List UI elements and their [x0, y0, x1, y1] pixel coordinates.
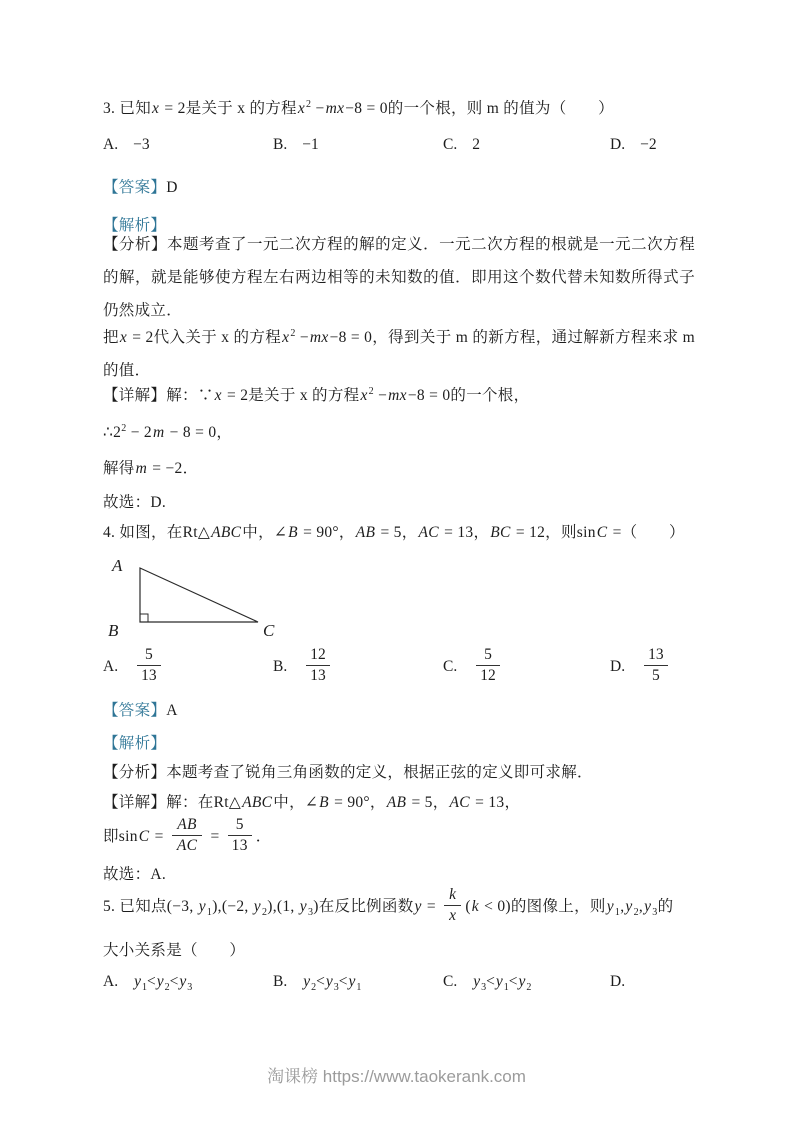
- option-value: −1: [302, 136, 319, 153]
- question-5-options: [103, 973, 695, 1015]
- question-3-method: 把x = 2代入关于 x 的方程$x^2 -mx-8 = 0$，得到关于 m 的新方程，通过解新方程来求 m 的值．: [103, 327, 696, 379]
- question-3-conclusion: 故选：D.: [103, 494, 167, 511]
- option-label: C.: [443, 973, 458, 990]
- question-4-solution-1: 【详解】解：在Rt△ABC中，∠B = 90°，AB = 5，AC = 13，: [103, 794, 521, 811]
- question-4-analysis: 【分析】本题考查了锐角三角函数的定义，根据正弦的定义即可求解．: [103, 764, 593, 781]
- section-tag: 【解析】: [103, 217, 167, 234]
- question-3-options-d: [610, 136, 657, 154]
- question-3-options: [103, 136, 695, 178]
- fraction: $\frac{5}{13}$: [228, 816, 252, 855]
- option-value: 2: [472, 136, 480, 153]
- question-4-answer: 【答案】A: [103, 702, 178, 719]
- option-label: A.: [103, 973, 119, 990]
- vertex-label-a: A: [112, 556, 123, 575]
- fraction: $\frac{5}{13}$: [137, 646, 161, 685]
- option-label: D.: [610, 136, 626, 153]
- footer-watermark: 淘课榜 https://www.taokerank.com: [267, 1067, 526, 1086]
- question-4-jiexi-tag: [103, 731, 166, 753]
- question-3-analysis: 【分析】本题考查了一元二次方程的解的定义．一元二次方程的根就是一元二次方程的解，就是能够使方程左右两边相等的未知数的值．即用这个数代替未知数所得式子仍然成立．: [103, 236, 695, 319]
- question-5-title-line-2: 大小关系是（ ）: [103, 942, 246, 959]
- question-5-options-d: [610, 973, 640, 991]
- fraction: $\frac{13}{5}$: [644, 646, 668, 685]
- question-3-options-b: [273, 136, 319, 154]
- question-3-solution-1: 【详解】解：∵x = 2是关于 x 的方程$x^2 -mx-8 = 0$的一个根，: [103, 385, 530, 404]
- question-3-options-a: [103, 136, 150, 154]
- vertex-label-b: B: [108, 621, 119, 640]
- section-tag: 【解析】: [103, 735, 167, 752]
- question-4-options-c: [443, 648, 504, 687]
- question-4-options: [103, 648, 695, 690]
- option-label: B.: [273, 136, 288, 153]
- vertex-label-c: C: [263, 621, 275, 640]
- option-value: $y_2<y_3<y_1$: [303, 973, 362, 994]
- fraction: $\frac{AB}{AC}$: [172, 816, 202, 855]
- option-label: A.: [103, 657, 119, 675]
- right-triangle-diagram: [100, 548, 320, 643]
- question-3-solution-2: $\therefore 2^2 - 2m - 8 = 0$，: [103, 422, 233, 441]
- section-tag: 【答案】: [103, 179, 167, 196]
- question-4-options-d: [610, 648, 672, 687]
- fraction: $\frac{5}{12}$: [476, 646, 500, 685]
- question-4-conclusion: 故选：A.: [103, 866, 167, 883]
- section-tag: 【答案】: [103, 702, 167, 719]
- option-label: D.: [610, 657, 626, 675]
- question-5-title-line-1: 5. 已知点(−3, $y_1),(-2$, $y_2),(1$, $y_3$)在反比例函数y = $\frac{k}{x}$ (k < 0)的图像上，则$y_1,y_2,y_3$的: [103, 886, 674, 924]
- fraction: $\frac{k}{x}$: [444, 886, 461, 925]
- option-value: [640, 646, 672, 684]
- triangle-shape: [140, 568, 258, 622]
- option-value: [302, 646, 334, 684]
- right-angle-mark: [140, 614, 148, 622]
- triangle-figure: [100, 548, 320, 643]
- option-label: C.: [443, 136, 458, 153]
- question-5-options-b: [273, 973, 362, 994]
- question-4-options-b: [273, 648, 334, 687]
- question-4-title: 4. 如图，在Rt△ABC中，∠B = 90°，AB = 5，AC = 13，BC = 12，则sinC =（ ）: [103, 524, 685, 541]
- question-4-solution-2: 即sinC = $\frac{AB}{AC}$ = $\frac{5}{13}$ ．: [103, 816, 272, 854]
- option-value: −3: [133, 136, 150, 153]
- question-5-options-c: [443, 973, 532, 994]
- option-label: B.: [273, 973, 288, 990]
- question-3-title: 3. 已知x = 2是关于 x 的方程$x^2 -mx-8 = 0$的一个根，则 m 的值为（ ）: [103, 98, 614, 117]
- option-value: [472, 646, 504, 684]
- question-3-answer: 【答案】D: [103, 179, 178, 196]
- question-4-options-a: [103, 648, 165, 687]
- fraction: $\frac{12}{13}$: [306, 646, 330, 685]
- option-label: B.: [273, 657, 288, 675]
- question-3-solution-3: 解得m = −2．: [103, 460, 199, 477]
- option-value: $y_3<y_1<y_2$: [473, 973, 532, 994]
- question-5-options-a: [103, 973, 193, 994]
- option-value: −2: [640, 136, 657, 153]
- question-3-options-c: [443, 136, 480, 154]
- option-label: A.: [103, 136, 119, 153]
- option-value: [133, 646, 165, 684]
- option-value: $y_1<y_2<y_3$: [134, 973, 193, 994]
- option-label: D.: [610, 973, 626, 990]
- option-label: C.: [443, 657, 458, 675]
